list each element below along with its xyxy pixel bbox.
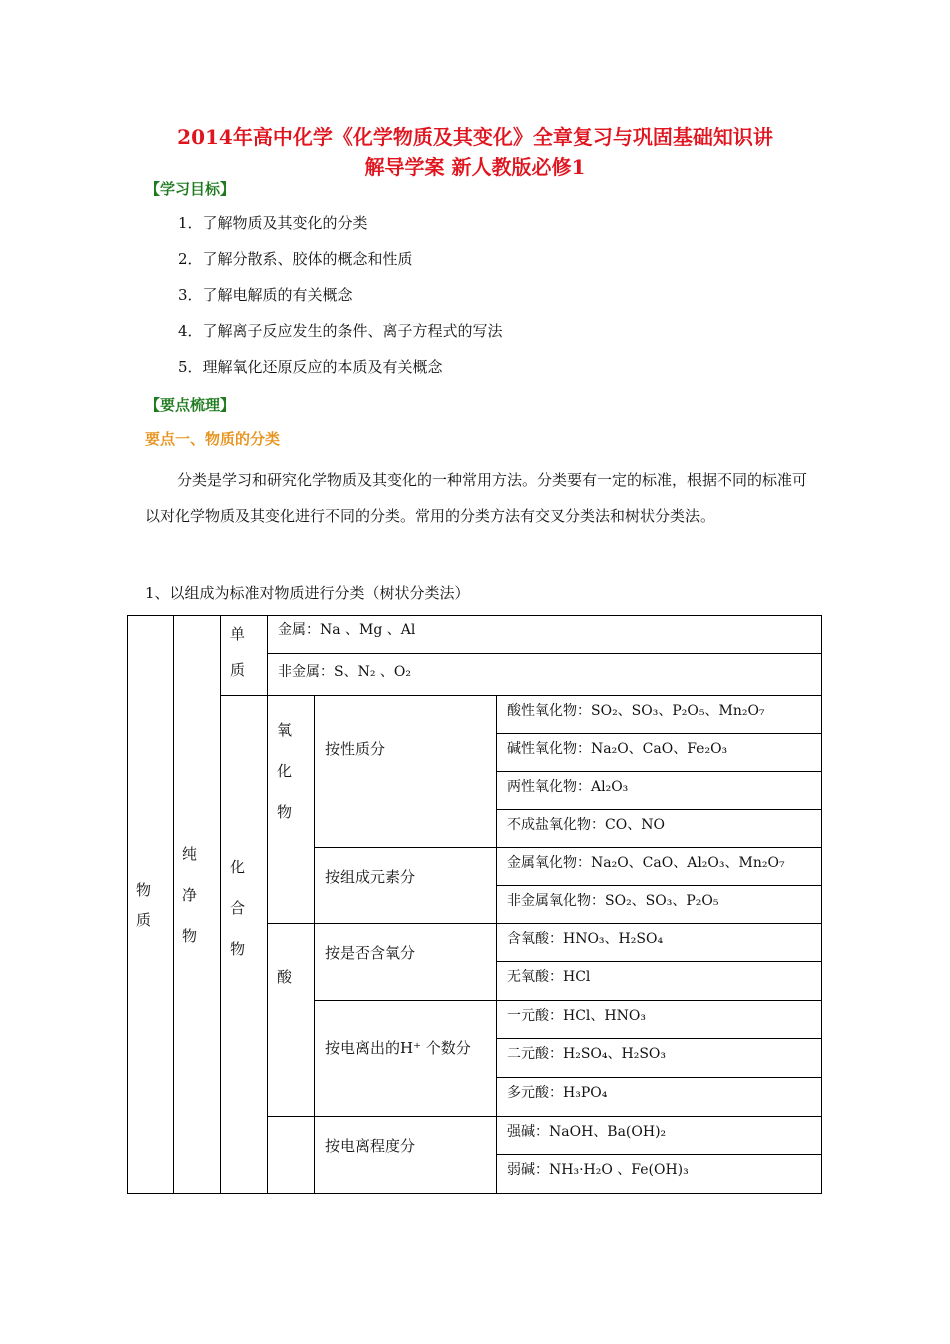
objective-item: 3．了解电解质的有关概念 — [178, 286, 353, 304]
cell-text: 化 — [230, 858, 246, 876]
objectives-list — [178, 212, 503, 392]
cell-polyacid: 多元酸：H₃PO₄ — [496, 1077, 822, 1117]
cell-matter — [127, 615, 174, 1194]
cell-metals: 金属：Na 、Mg 、Al — [267, 615, 822, 654]
cell-by-property: 按性质分 — [314, 695, 497, 848]
cell-text: 单 — [230, 625, 246, 643]
cell-simple-substance — [220, 615, 268, 696]
cell-neutral-oxide: 不成盐氧化物：CO、NO — [496, 809, 822, 848]
cell-basic-oxide: 碱性氧化物：Na₂O、CaO、Fe₂O₃ — [496, 733, 822, 772]
cell-weak-base: 弱碱：NH₃·H₂O 、Fe(OH)₃ — [496, 1154, 822, 1194]
cell-metal-oxide: 金属氧化物：Na₂O、CaO、Al₂O₃、Mn₂O₇ — [496, 847, 822, 886]
cell-by-oxygen: 按是否含氧分 — [314, 923, 497, 1001]
cell-oxide — [267, 695, 315, 924]
cell-text: 质 — [230, 661, 246, 679]
cell-text: 物 — [277, 803, 293, 821]
cell-text: 合 — [230, 899, 246, 917]
cell-text: 质 — [136, 910, 152, 929]
cell-text: 物 — [182, 927, 198, 945]
cell-nonmetals: 非金属：S、N₂ 、O₂ — [267, 653, 822, 696]
cell-text: 化 — [277, 762, 293, 780]
cell-amphoteric-oxide: 两性氧化物：Al₂O₃ — [496, 771, 822, 810]
objective-item: 4．了解离子反应发生的条件、离子方程式的写法 — [178, 322, 503, 340]
cell-pure-substance — [173, 615, 221, 1194]
title-line-2: 解导学案 新人教版必修1 — [364, 155, 586, 179]
table-caption: 1、以组成为标准对物质进行分类（树状分类法） — [145, 584, 470, 602]
cell-strong-base: 强碱：NaOH、Ba(OH)₂ — [496, 1116, 822, 1155]
cell-text: 纯 — [182, 845, 198, 863]
point1-heading: 要点一、物质的分类 — [145, 430, 281, 448]
cell-base-blank — [267, 1116, 315, 1194]
cell-oxyacid: 含氧酸：HNO₃、H₂SO₄ — [496, 923, 822, 962]
cell-diacid: 二元酸：H₂SO₄、H₂SO₃ — [496, 1038, 822, 1078]
objective-item: 5．理解氧化还原反应的本质及有关概念 — [178, 358, 443, 376]
cell-by-h-ions: 按电离出的H⁺ 个数分 — [314, 1000, 497, 1117]
objectives-heading: 【学习目标】 — [145, 180, 236, 198]
cell-acid: 酸 — [267, 923, 315, 1117]
cell-text: 物 — [136, 880, 152, 899]
cell-text: 氧 — [277, 721, 293, 739]
cell-by-element: 按组成元素分 — [314, 847, 497, 924]
points-heading: 【要点梳理】 — [145, 396, 236, 414]
title-line-1: 2014年高中化学《化学物质及其变化》全章复习与巩固基础知识讲 — [177, 125, 773, 149]
cell-nonmetal-oxide: 非金属氧化物：SO₂、SO₃、P₂O₅ — [496, 885, 822, 924]
objective-item: 1．了解物质及其变化的分类 — [178, 214, 368, 232]
classification-table — [127, 615, 822, 1194]
cell-by-ionization: 按电离程度分 — [314, 1116, 497, 1194]
intro-paragraph: 分类是学习和研究化学物质及其变化的一种常用方法。分类要有一定的标准，根据不同的标准可以对化学物质及其变化进行不同的分类。常用的分类方法有交叉分类法和树状分类法。 — [145, 471, 808, 525]
cell-text: 物 — [230, 940, 246, 958]
objective-item: 2．了解分散系、胶体的概念和性质 — [178, 250, 413, 268]
cell-text: 净 — [182, 886, 198, 904]
cell-monoacid: 一元酸：HCl、HNO₃ — [496, 1000, 822, 1039]
cell-compound — [220, 695, 268, 1194]
cell-acidic-oxide: 酸性氧化物：SO₂、SO₃、P₂O₅、Mn₂O₇ — [496, 695, 822, 734]
cell-anoxyacid: 无氧酸：HCl — [496, 961, 822, 1001]
document-title — [120, 122, 830, 182]
